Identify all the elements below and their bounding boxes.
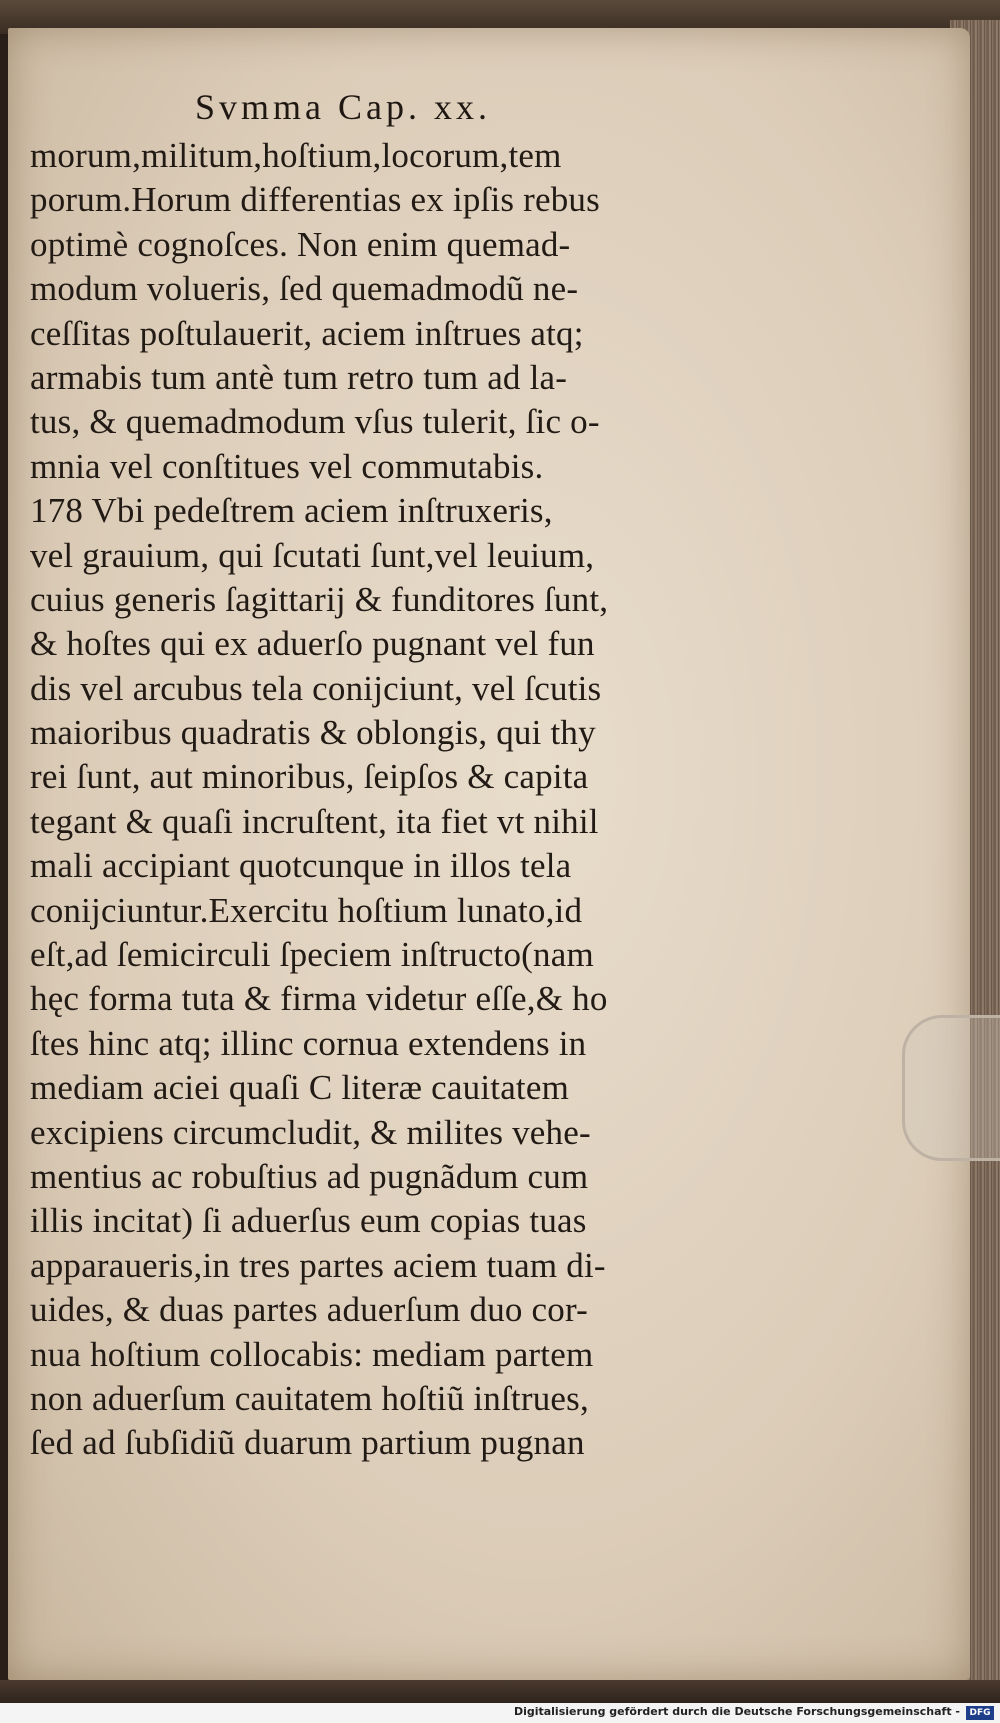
- text-line: modum volueris, ſed quemadmodũ ne-: [30, 269, 579, 309]
- book-bottom-edge: [0, 1680, 1000, 1703]
- text-line: tegant & quaſi incruſtent, ita fiet vt nihil: [30, 801, 599, 841]
- text-line: vel grauium, qui ſcutati ſunt,vel leuium,: [30, 535, 595, 575]
- text-line: mediam aciei quaſi C literæ cauitatem: [30, 1068, 570, 1108]
- text-line: ſed ad ſubſidiũ duarum partium pugnan: [30, 1423, 585, 1463]
- text-line: conijciuntur.Exercitu hoſtium lunato,id: [30, 890, 583, 930]
- text-line: armabis tum antè tum retro tum ad la-: [30, 357, 568, 397]
- text-line: maioribus quadratis & oblongis, qui thy: [30, 713, 596, 753]
- text-line: mentius ac robuſtius ad pugnãdum cum: [30, 1156, 589, 1196]
- text-line: illis incitat) ſi aduerſus eum copias tuas: [30, 1201, 587, 1241]
- text-line: cuius generis ſagittarij & funditores ſunt,: [30, 579, 609, 619]
- footer-credit: Digitalisierung gefördert durch die Deutsche Forschungsgemeinschaft -: [513, 1705, 960, 1718]
- footer-bar: [0, 1703, 1000, 1723]
- text-line: tus, & quemadmodum vſus tulerit, ſic o-: [30, 402, 600, 442]
- text-line: optimè cognoſces. Non enim quemad-: [30, 224, 571, 264]
- dfg-logo: DFG: [966, 1706, 994, 1720]
- text-line: excipiens circumcludit, & milites vehe-: [30, 1112, 591, 1152]
- text-line: apparaueris,in tres partes aciem tuam di-: [30, 1245, 606, 1285]
- text-line: porum.Horum differentias ex ipſis rebus: [30, 180, 600, 220]
- text-line: hęc forma tuta & firma videtur eſſe,& ho: [30, 979, 608, 1019]
- text-line: ceſſitas poſtulauerit, aciem inſtrues atq;: [30, 313, 584, 353]
- book-clasp: [902, 1015, 1000, 1161]
- text-line: mnia vel conſtitues vel commutabis.: [30, 446, 544, 486]
- text-line: eſt,ad ſemicirculi ſpeciem inſtructo(nam: [30, 935, 594, 975]
- text-line: ſtes hinc atq; illinc cornua extendens in: [30, 1023, 587, 1063]
- body-text: [30, 134, 770, 1466]
- text-line: morum,militum,hoſtium,locorum,tem: [30, 136, 562, 175]
- text-line: dis vel arcubus tela conijciunt, vel ſcutis: [30, 668, 602, 708]
- text-line: 178 Vbi pedeſtrem aciem inſtruxeris,: [30, 491, 553, 531]
- text-line: mali accipiant quotcunque in illos tela: [30, 846, 572, 886]
- text-line: non aduerſum cauitatem hoſtiũ inſtrues,: [30, 1378, 589, 1418]
- text-line: uides, & duas partes aduerſum duo cor-: [30, 1290, 588, 1330]
- text-line: nua hoſtium collocabis: mediam partem: [30, 1334, 594, 1374]
- running-head: Svmma Cap. xx.: [195, 87, 491, 127]
- text-line: & hoſtes qui ex aduerſo pugnant vel fun: [30, 624, 595, 664]
- text-line: rei ſunt, aut minoribus, ſeipſos & capita: [30, 757, 589, 797]
